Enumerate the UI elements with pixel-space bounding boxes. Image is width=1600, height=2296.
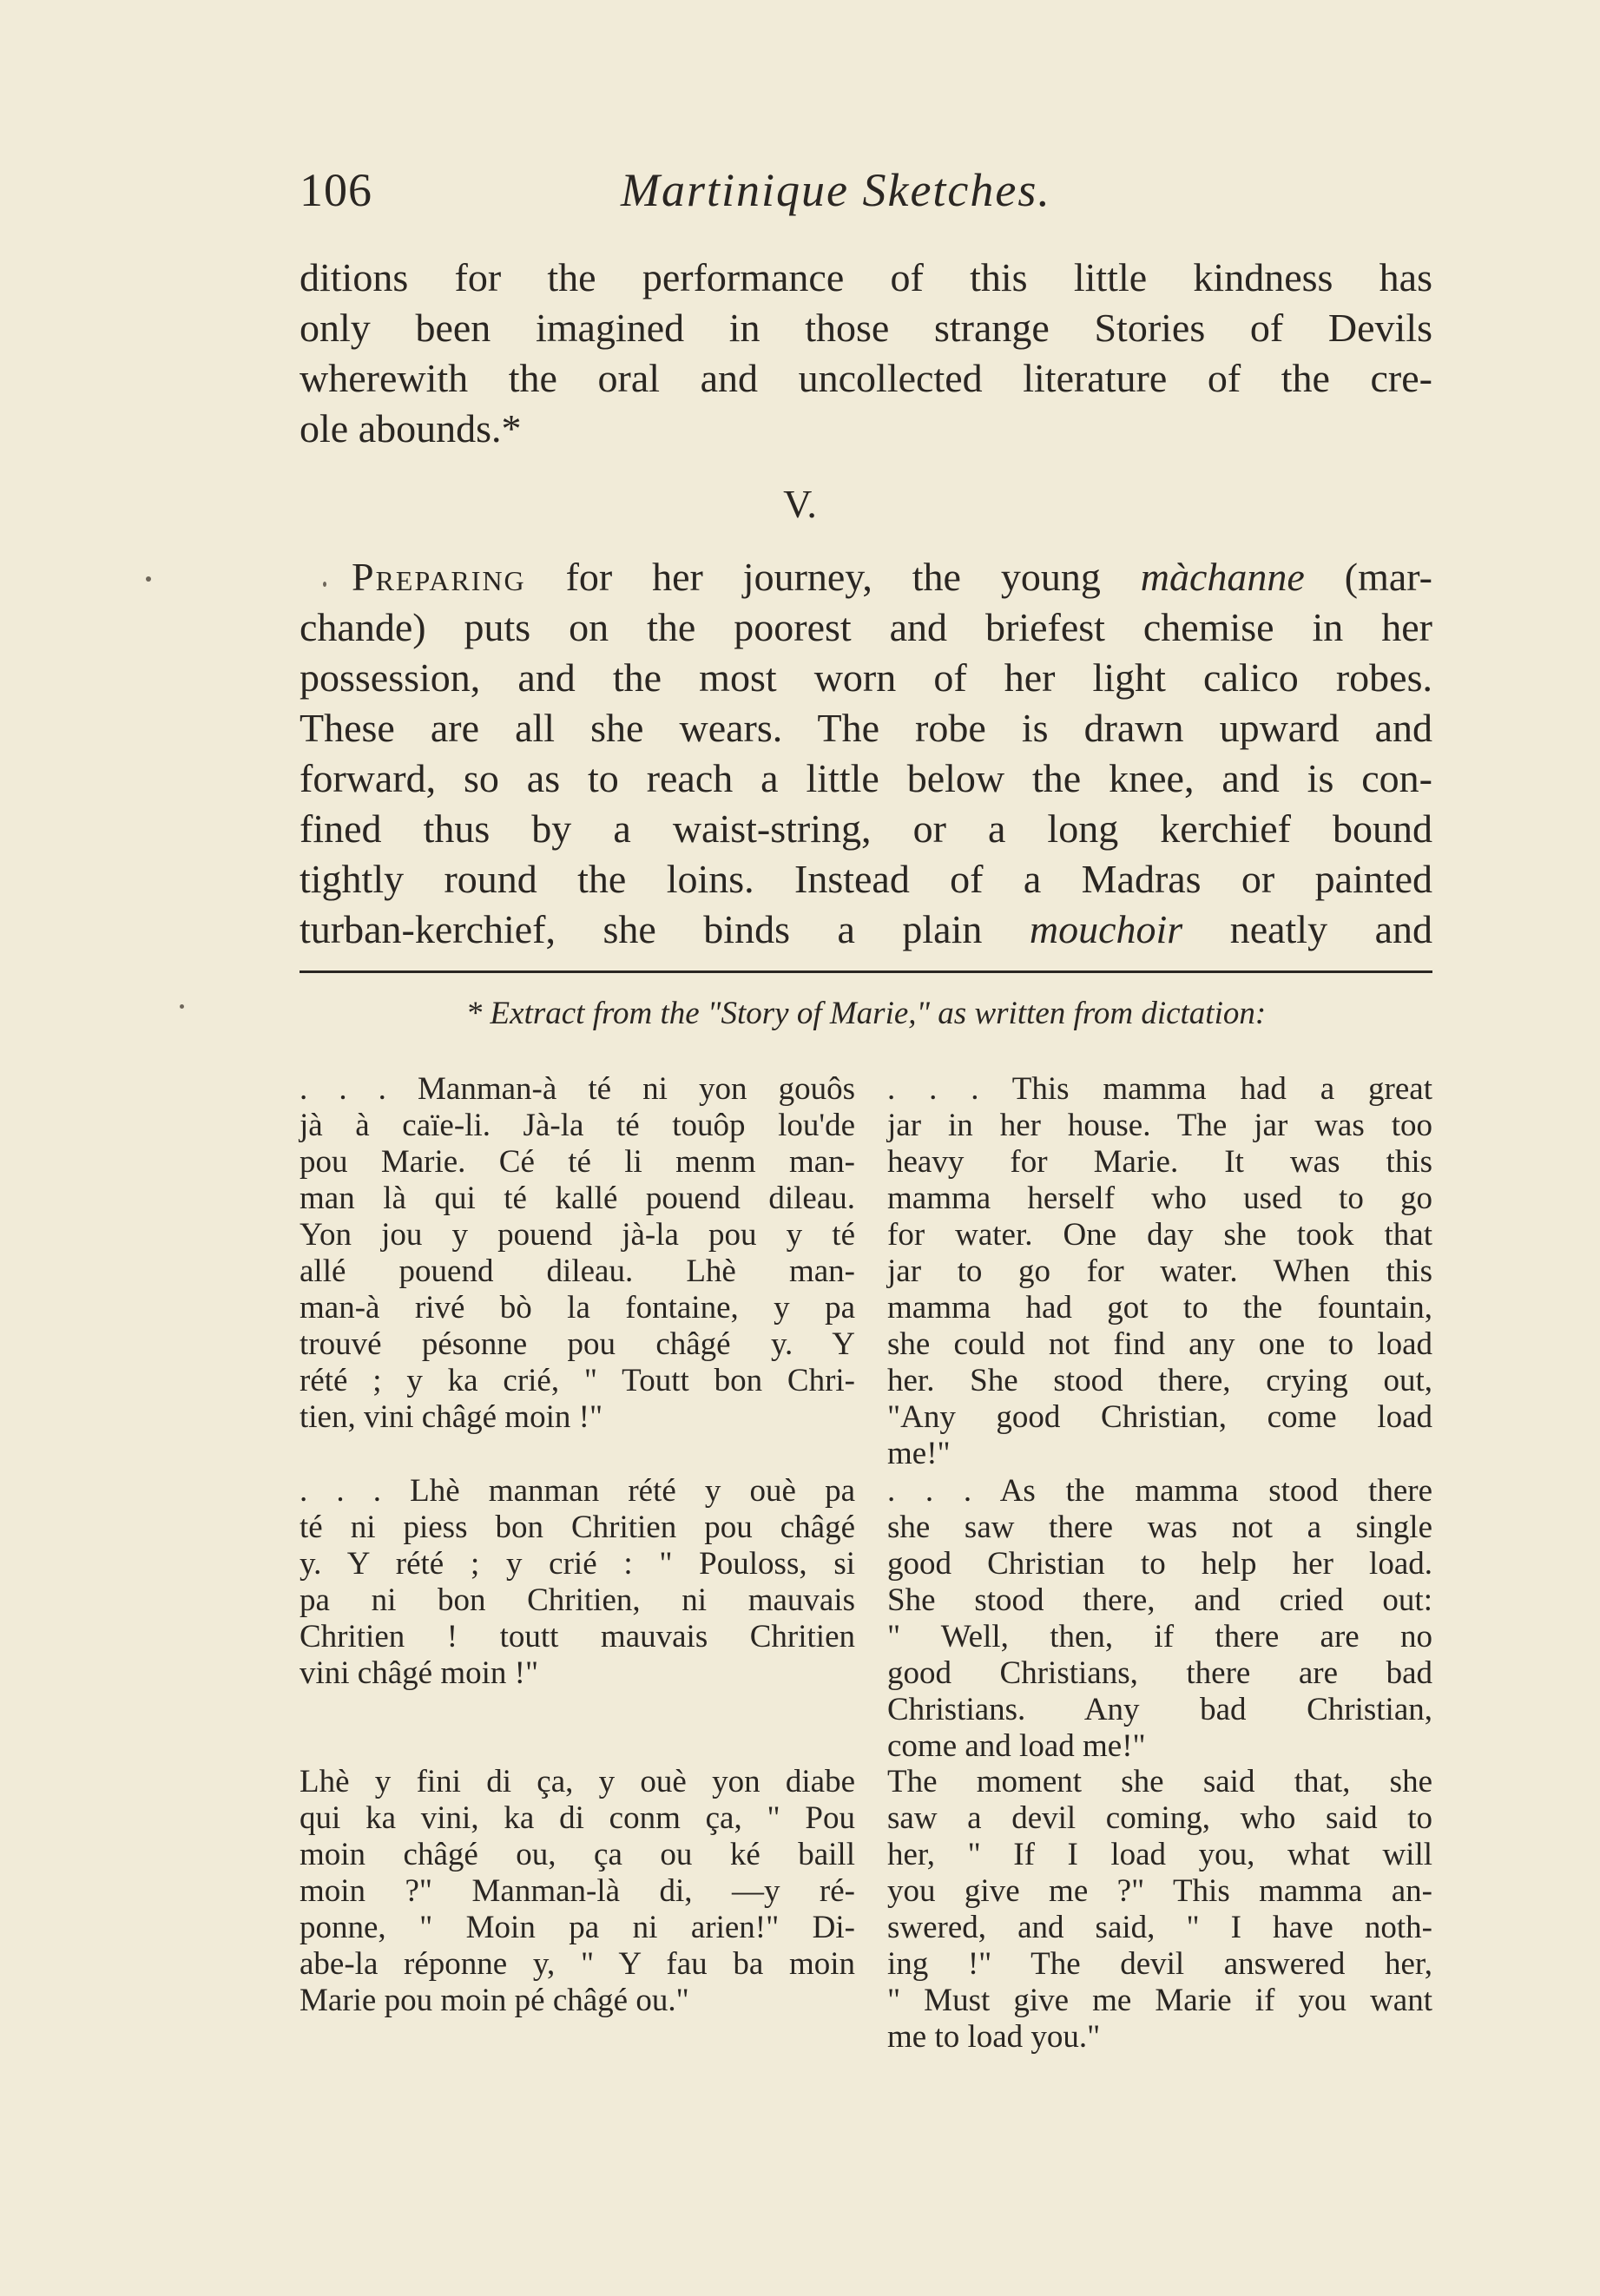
footnote-right-line: " Well, then, if there are no	[887, 1619, 1432, 1655]
footnote-right-line: for water. One day she took that	[887, 1217, 1432, 1253]
footnote-left-line: man là qui té kallé pouend dileau.	[300, 1181, 855, 1216]
footnote-right-line: heavy for Marie. It was this	[887, 1144, 1432, 1180]
paper-speck	[146, 576, 151, 582]
footnote-right-line: . . . This mamma had a great	[887, 1071, 1432, 1107]
footnote-left-line: té ni piess bon Chritien pou châgé	[300, 1510, 855, 1545]
footnote-right-line: jar in her house. The jar was too	[887, 1108, 1432, 1143]
footnote-left-line: allé pouend dileau. Lhè man-	[300, 1253, 855, 1289]
body-line: wherewith the oral and uncollected literature of the cre-	[300, 356, 1432, 400]
footnote-left-line: Yon jou y pouend jà-la pou y té	[300, 1217, 855, 1253]
footnote-right-line: The moment she said that, she	[887, 1764, 1432, 1799]
footnote-left-line: moin châgé ou, ça ou ké baill	[300, 1837, 855, 1872]
body-line: forward, so as to reach a little below the knee, and is con-	[300, 756, 1432, 800]
text-run: turban-kerchief, she binds a plain	[300, 907, 1030, 951]
footnote-right-line: her, " If I load you, what will	[887, 1837, 1432, 1872]
body-line: fined thus by a waist-string, or a long kerchief bound	[300, 806, 1432, 851]
body-line: chande) puts on the poorest and briefest chemise in her	[300, 605, 1432, 649]
footnote-right-line: you give me ?" This mamma an-	[887, 1873, 1432, 1909]
italic-word: màchanne	[1140, 555, 1305, 599]
footnote-left-line: Marie pou moin pé châgé ou."	[300, 1983, 689, 2018]
footnote-right-line: ing !" The devil answered her,	[887, 1946, 1432, 1982]
footnote-right-line: good Christians, there are bad	[887, 1655, 1432, 1691]
footnote-left-line: man-à rivé bò la fontaine, y pa	[300, 1290, 855, 1326]
paragraph-first-line	[352, 552, 1432, 602]
footnote-left-line: qui ka vini, ka di conm ça, " Pou	[300, 1800, 855, 1836]
footnote-left-line: ponne, " Moin pa ni arien!" Di-	[300, 1910, 855, 1945]
italic-word: mouchoir	[1029, 907, 1183, 951]
footnote-left-line: y. Y rété ; y crié : " Pouloss, si	[300, 1546, 855, 1582]
page-number: 106	[300, 164, 372, 216]
footnote-right-line: "Any good Christian, come load	[887, 1399, 1432, 1435]
footnote-left-line: . . . Lhè manman rété y ouè pa	[300, 1473, 855, 1509]
footnote-left-line: vini châgé moin !"	[300, 1655, 539, 1691]
footnote-left-line: rété ; y ka crié, " Toutt bon Chri-	[300, 1363, 855, 1398]
footnote-left-line: . . . Manman-à té ni yon gouôs	[300, 1071, 855, 1107]
body-line: only been imagined in those strange Stories of Devils	[300, 306, 1432, 350]
page-header	[300, 163, 1432, 215]
lead-word: Preparing	[352, 555, 526, 599]
footnote-right-line: me to load you."	[887, 2019, 1101, 2055]
text-run: neatly and	[1182, 907, 1433, 951]
footnote-left-line: trouvé pésonne pou châgé y. Y	[300, 1326, 855, 1362]
footnote-left-line: jà à caïe-li. Jà-la té touôp lou'de	[300, 1108, 855, 1143]
footnote-left-line: Chritien ! toutt mauvais Chritien	[300, 1619, 855, 1655]
footnote-right-line: she could not find any one to load	[887, 1326, 1432, 1362]
footnote-right-line: mamma had got to the fountain,	[887, 1290, 1432, 1326]
body-line-with-italic	[300, 905, 1432, 955]
body-line: ditions for the performance of this little kindness has	[300, 255, 1432, 299]
body-line: possession, and the most worn of her light calico robes.	[300, 655, 1432, 700]
running-title: Martinique Sketches.	[621, 164, 1051, 216]
section-heading: V.	[783, 482, 817, 526]
footnote-right-line: mamma herself who used to go	[887, 1181, 1432, 1216]
footnote-left-line: abe-la réponne y, " Y fau ba moin	[300, 1946, 855, 1982]
footnote-right-line: swered, and said, " I have noth-	[887, 1910, 1432, 1945]
footnote-left-line: Lhè y fini di ça, y ouè yon diabe	[300, 1764, 855, 1799]
footnote-heading: * Extract from the "Story of Marie," as written from dictation:	[465, 996, 1267, 1031]
footnote-right-line: Christians. Any bad Christian,	[887, 1692, 1432, 1727]
body-line: tightly round the loins. Instead of a Madras or painted	[300, 857, 1432, 901]
footnote-right-line: . . . As the mamma stood there	[887, 1473, 1432, 1509]
footnote-right-line: me!"	[887, 1436, 951, 1471]
text-run: (mar-	[1304, 555, 1432, 599]
footnote-right-line: saw a devil coming, who said to	[887, 1800, 1432, 1836]
footnote-left-line: moin ?" Manman-là di, —y ré-	[300, 1873, 855, 1909]
footnote-left-line: tien, vini châgé moin !"	[300, 1399, 603, 1435]
footnote-right-line: come and load me!"	[887, 1728, 1146, 1764]
footnote-rule	[300, 970, 1432, 973]
body-line: ole abounds.*	[300, 406, 522, 451]
footnote-right-line: she saw there was not a single	[887, 1510, 1432, 1545]
footnote-left-line: pou Marie. Cé té li menm man-	[300, 1144, 855, 1180]
footnote-right-line: her. She stood there, crying out,	[887, 1363, 1432, 1398]
paper-speck	[323, 582, 326, 587]
footnote-right-line: " Must give me Marie if you want	[887, 1983, 1432, 2018]
body-line: These are all she wears. The robe is drawn upward and	[300, 706, 1432, 750]
footnote-left-line: pa ni bon Chritien, ni mauvais	[300, 1582, 855, 1618]
footnote-right-line: good Christian to help her load.	[887, 1546, 1432, 1582]
text-run: for her journey, the young	[525, 555, 1141, 599]
paper-speck	[180, 1004, 184, 1009]
footnote-right-line: She stood there, and cried out:	[887, 1582, 1432, 1618]
footnote-right-line: jar to go for water. When this	[887, 1253, 1432, 1289]
